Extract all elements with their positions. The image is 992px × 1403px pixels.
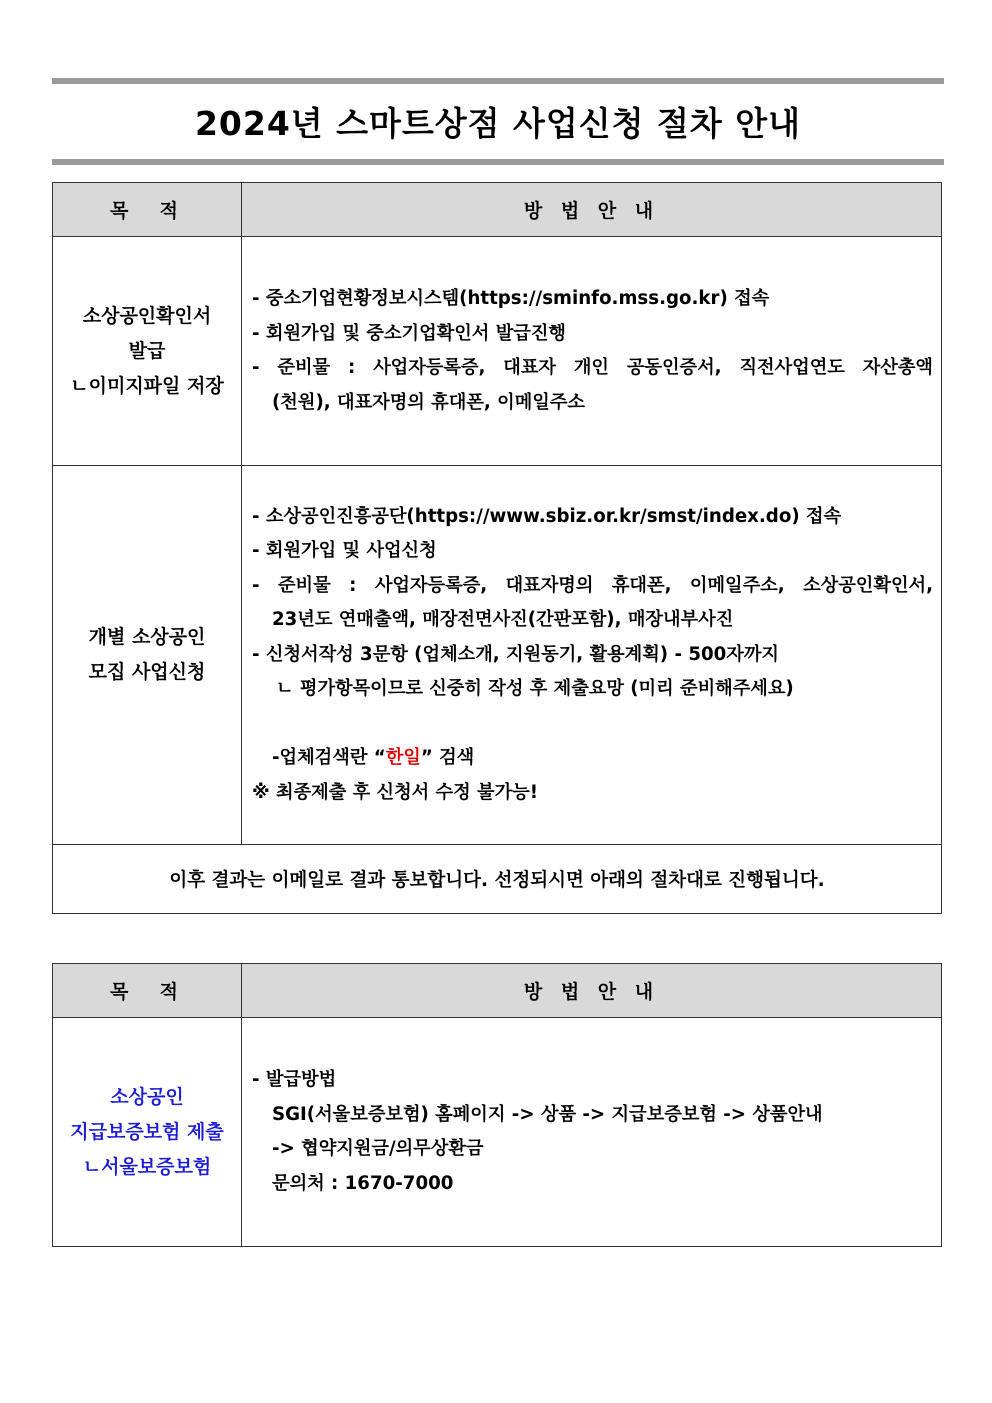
page-title: 2024년 스마트상점 사업신청 절차 안내 (194, 104, 802, 143)
table-row (53, 237, 942, 466)
list-item: - 중소기업현황정보시스템(https://sminfo.mss.go.kr) 접속 (252, 288, 770, 309)
method-header: 방 법 안 내 (242, 964, 942, 1018)
search-keyword: 한일 (385, 747, 421, 769)
list-item: SGI(서울보증보험) 홈페이지 -> 상품 -> 지급보증보험 -> 상품안내 (272, 1103, 823, 1125)
table-header (53, 183, 942, 237)
list-item: - 소상공인진흥공단(https://www.sbiz.or.kr/smst/index.do) 접속 (252, 505, 842, 527)
list-item: -> 협약지원금/의무상환금 (272, 1138, 484, 1159)
search-instruction: -업체검색란 “한일” 검색 (272, 747, 475, 769)
list-item: - 준비물 : 사업자등록증, 대표자명의 휴대폰, 이메일주소, 소상공인확인서, (252, 574, 933, 596)
purpose-cell: 개별 소상공인 모집 사업신청 (53, 466, 242, 845)
list-item: 23년도 연매출액, 매장전면사진(간판포함), 매장내부사진 (272, 609, 734, 631)
list-item: - 신청서작성 3문항 (업체소개, 지원동기, 활용계획) - 500자까지 (252, 643, 780, 665)
list-item: - 준비물 : 사업자등록증, 대표자 개인 공동인증서, 직전사업연도 자산총액 (252, 357, 933, 378)
list-item: 문의처 : 1670-7000 (272, 1172, 454, 1194)
method-header: 방 법 안 내 (242, 183, 942, 237)
title-top-rule (52, 78, 944, 84)
table-row (53, 466, 942, 845)
purpose-header: 목 적 (53, 964, 242, 1018)
table-row (53, 1018, 942, 1247)
purpose-cell: 소상공인확인서 발급 ㄴ이미지파일 저장 (53, 237, 242, 466)
result-notice: 이후 결과는 이메일로 결과 통보합니다. 선정되시면 아래의 절차대로 진행됩니다. (53, 845, 942, 914)
procedure-table-2 (52, 963, 942, 1247)
purpose-cell: 소상공인 지급보증보험 제출 ㄴ서울보증보험 (53, 1018, 242, 1247)
title-bottom-rule (52, 159, 944, 165)
list-item: - 회원가입 및 사업신청 (252, 540, 437, 562)
purpose-header: 목 적 (53, 183, 242, 237)
list-item: (천원), 대표자명의 휴대폰, 이메일주소 (272, 391, 585, 413)
list-item: ㄴ 평가항목이므로 신중히 작성 후 제출요망 (미리 준비해주세요) (276, 678, 794, 700)
method-cell (242, 466, 942, 845)
warning-note: ※ 최종제출 후 신청서 수정 불가능! (252, 781, 539, 803)
method-cell (242, 237, 942, 466)
table-footer-row (53, 845, 942, 914)
list-item: - 발급방법 (252, 1069, 337, 1090)
procedure-table-1 (52, 182, 942, 914)
method-cell (242, 1018, 942, 1247)
table-header (53, 964, 942, 1018)
list-item: - 회원가입 및 중소기업확인서 발급진행 (252, 322, 566, 344)
